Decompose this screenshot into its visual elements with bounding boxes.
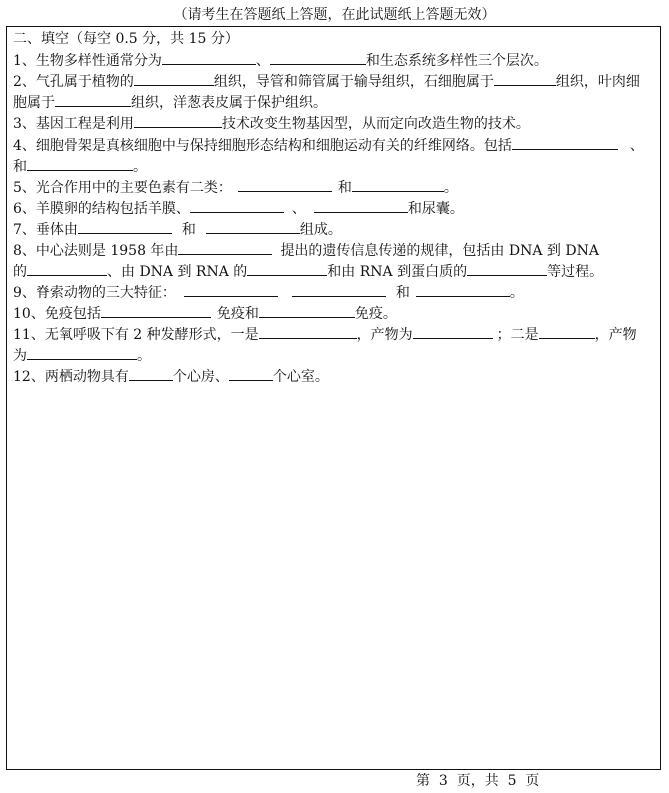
- q11-blank-4: [27, 345, 137, 360]
- question-6: [13, 198, 464, 219]
- q12-text-a: 12、两栖动物具有: [13, 369, 129, 385]
- q4-text-b: 、: [629, 138, 644, 154]
- q3-text-a: 3、基因工程是利用: [13, 116, 134, 132]
- q7-text-c: 组成。: [299, 222, 342, 238]
- question-1: [13, 50, 548, 71]
- exam-notice: （请考生在答题纸上答题，在此试题纸上答题无效）: [173, 7, 496, 23]
- question-8: [13, 240, 599, 261]
- question-4: [13, 135, 644, 156]
- question-12: [13, 366, 329, 387]
- q8-text-f: 等过程。: [547, 264, 604, 280]
- q1-text-b: 、: [255, 53, 270, 69]
- q5-blank-2: [352, 177, 444, 192]
- answer-frame: [6, 26, 661, 770]
- q9-text-c: 。: [509, 285, 524, 301]
- section-title: 二、填空（每空 0.5 分，共 15 分）: [13, 31, 239, 47]
- q8-blank-4: [467, 261, 547, 276]
- q10-blank-2: [259, 303, 355, 318]
- q11-text-d: ，产物: [594, 327, 637, 343]
- q2-blank-2: [494, 71, 556, 86]
- q12-blank-1: [129, 366, 173, 381]
- q3-blank-1: [134, 113, 222, 128]
- q11-text-e: 为: [13, 348, 27, 364]
- q12-blank-2: [229, 366, 273, 381]
- q2-text-a: 2、气孔属于植物的: [13, 74, 134, 90]
- q2-blank-1: [134, 71, 214, 86]
- q1-blank-1: [162, 50, 256, 65]
- q9-text-a: 9、脊索动物的三大特征：: [13, 285, 176, 301]
- question-8-cont: [13, 261, 603, 282]
- q9-blank-3: [416, 282, 510, 297]
- q9-blank-2: [292, 282, 386, 297]
- q10-blank-1: [101, 303, 211, 318]
- q5-text-b: 和: [337, 180, 352, 196]
- q8-blank-1: [178, 240, 272, 255]
- q6-text-b: 、: [291, 201, 306, 217]
- q4-text-a: 4、细胞骨架是真核细胞中与保持细胞形态结构和细胞运动有关的纤维网络。包括: [13, 138, 512, 154]
- q9-blank-1: [184, 282, 278, 297]
- q7-blank-1: [78, 219, 172, 234]
- q2-text-c: 组织，叶肉细: [555, 74, 640, 90]
- q11-text-c: ；二是: [496, 327, 539, 343]
- q10-text-c: 免疫。: [354, 306, 397, 322]
- q10-text-a: 10、免疫包括: [13, 306, 101, 322]
- q11-text-f: 。: [137, 348, 151, 364]
- q6-text-c: 和尿囊。: [407, 201, 464, 217]
- q6-blank-1: [190, 198, 284, 213]
- q5-blank-1: [238, 177, 332, 192]
- question-7: [13, 219, 342, 240]
- q12-text-b: 个心房、: [172, 369, 229, 385]
- q3-text-b: 技术改变生物基因型，从而定向改造生物的技术。: [221, 116, 530, 132]
- q11-blank-3: [539, 324, 595, 339]
- q2-blank-3: [55, 92, 131, 107]
- q2-text-e: 组织，洋葱表皮属于保护组织。: [131, 95, 327, 111]
- q12-text-c: 个心室。: [272, 369, 329, 385]
- q1-text-c: 和生态系统多样性三个层次。: [365, 53, 548, 69]
- q8-text-d: 、由 DNA 到 RNA 的: [107, 264, 248, 280]
- question-5: [13, 177, 458, 198]
- q10-text-b: 免疫和: [216, 306, 259, 322]
- q2-text-b: 组织，导管和筛管属于输导组织，石细胞属于: [213, 74, 494, 90]
- q7-text-a: 7、垂体由: [13, 222, 78, 238]
- q1-text-a: 1、生物多样性通常分为: [13, 53, 162, 69]
- page-footer: 第 3 页，共 5 页: [416, 773, 540, 789]
- q8-text-e: 和由 RNA 到蛋白质的: [327, 264, 468, 280]
- q6-blank-2: [314, 198, 408, 213]
- q4-blank-2: [27, 156, 133, 171]
- q2-text-d: 胞属于: [13, 95, 55, 111]
- q7-text-b: 和: [181, 222, 196, 238]
- q4-blank-1: [512, 135, 618, 150]
- q11-blank-1: [259, 324, 357, 339]
- question-10: [13, 303, 397, 324]
- q11-text-a: 11、无氧呼吸下有 2 种发酵形式，一是: [13, 327, 259, 343]
- q8-blank-3: [247, 261, 327, 276]
- q1-blank-2: [270, 50, 366, 65]
- q9-text-b: 和: [395, 285, 410, 301]
- question-2-cont: [13, 92, 327, 113]
- q8-text-a: 8、中心法则是 1958 年由: [13, 243, 179, 259]
- question-9: [13, 282, 524, 303]
- q4-text-c: 和: [13, 159, 27, 175]
- question-11-cont: [13, 345, 151, 366]
- q8-blank-2: [27, 261, 107, 276]
- question-4-cont: [13, 156, 147, 177]
- question-3: [13, 113, 530, 134]
- q7-blank-2: [206, 219, 300, 234]
- q5-text-c: 。: [443, 180, 458, 196]
- q8-text-c: 的: [13, 264, 27, 280]
- q11-text-b: ，产物为: [356, 327, 413, 343]
- q11-blank-2: [413, 324, 493, 339]
- question-11: [13, 324, 637, 345]
- q6-text-a: 6、羊膜卵的结构包括羊膜、: [13, 201, 190, 217]
- q8-text-b: 提出的遗传信息传递的规律，包括由 DNA 到 DNA: [280, 243, 599, 259]
- q4-text-d: 。: [133, 159, 147, 175]
- q5-text-a: 5、光合作用中的主要色素有二类：: [13, 180, 232, 196]
- question-2: [13, 71, 640, 92]
